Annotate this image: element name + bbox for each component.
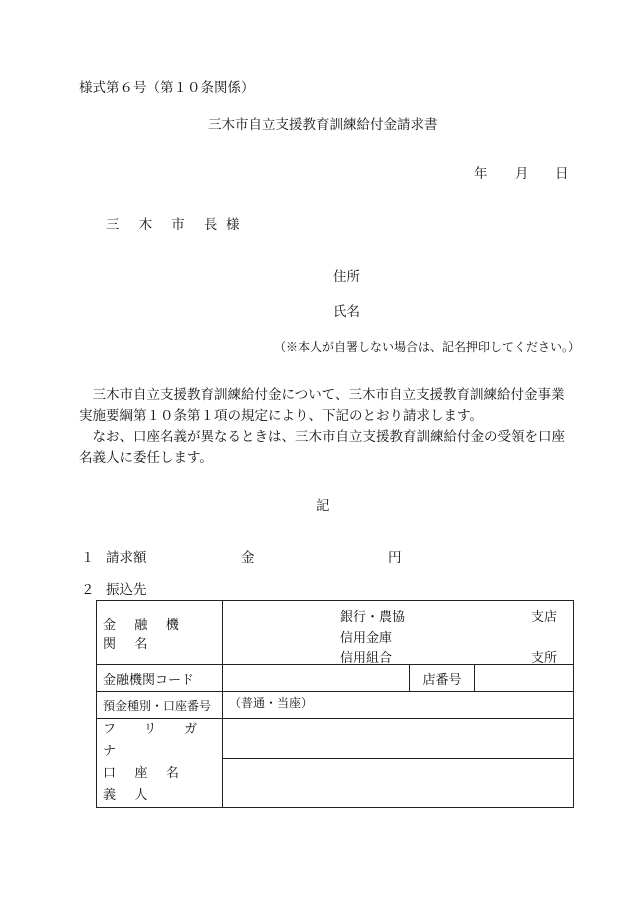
account-holder-field[interactable] (223, 758, 574, 807)
addressee-honorific: 様 (226, 217, 240, 233)
body-paragraph-2: なお、口座名義が異なるときは、三木市自立支援教育訓練給付金の受領を口座名義人に委任します。 (79, 429, 565, 466)
date-month-label: 月 (515, 166, 529, 182)
shinkumi-label: 信用組合 (340, 650, 393, 666)
institution-code-label: 金融機関コード (103, 672, 195, 688)
form-number: 様式第６号（第１０条関係） (79, 80, 255, 96)
document-title: 三木市自立支援教育訓練給付金請求書 (208, 117, 438, 133)
date-day-label: 日 (555, 166, 569, 182)
addressee-name: 三 木 市 長 (106, 217, 225, 233)
body-paragraph-1: 三木市自立支援教育訓練給付金について、三木市自立支援教育訓練給付金事業実施要綱第１０条第１項の規定により、下記のとおり請求します。 (79, 387, 565, 424)
item1-yen: 円 (388, 550, 402, 566)
name-label: 氏名 (333, 304, 360, 320)
store-number-field[interactable] (475, 665, 574, 692)
account-number-field[interactable] (223, 692, 574, 719)
branch-shisho-label: 支所 (531, 650, 558, 666)
institution-name-cell[interactable] (223, 601, 574, 665)
signature-note: （※本人が自署しない場合は、記名押印してください。） (274, 340, 581, 354)
account-label-cell (97, 692, 223, 719)
item1-number: １ (81, 550, 95, 566)
item1-label: 請求額 (106, 550, 147, 566)
furigana-label: フ リ ガ ナ (103, 722, 209, 759)
store-number-label: 店番号 (422, 672, 462, 688)
institution-label: 金 融 機 関 名 (103, 617, 187, 652)
account-holder-label: 口 座 名 義 人 (103, 766, 187, 803)
institution-label-cell (97, 601, 223, 665)
branch-shiten-label: 支店 (531, 609, 558, 625)
address-label: 住所 (333, 269, 360, 285)
body-text (79, 385, 573, 469)
furigana-field[interactable] (223, 719, 574, 759)
date-year-label: 年 (474, 166, 488, 182)
code-label-cell (97, 665, 223, 692)
bank-type-label: 銀行・農協 (340, 609, 406, 625)
bank-info-table (96, 600, 574, 808)
item2-number: ２ (81, 582, 95, 598)
item2-label: 振込先 (106, 582, 147, 598)
store-number-label-cell (410, 665, 475, 692)
item1-kin: 金 (241, 550, 255, 566)
institution-code-field[interactable] (223, 665, 410, 692)
account-type-options: （普通・当座） (229, 696, 314, 710)
account-type-number-label: 預金種別・口座番号 (103, 698, 212, 713)
holder-label-cell (97, 719, 223, 808)
ki-heading: 記 (316, 498, 330, 514)
shinkin-label: 信用金庫 (340, 630, 393, 646)
